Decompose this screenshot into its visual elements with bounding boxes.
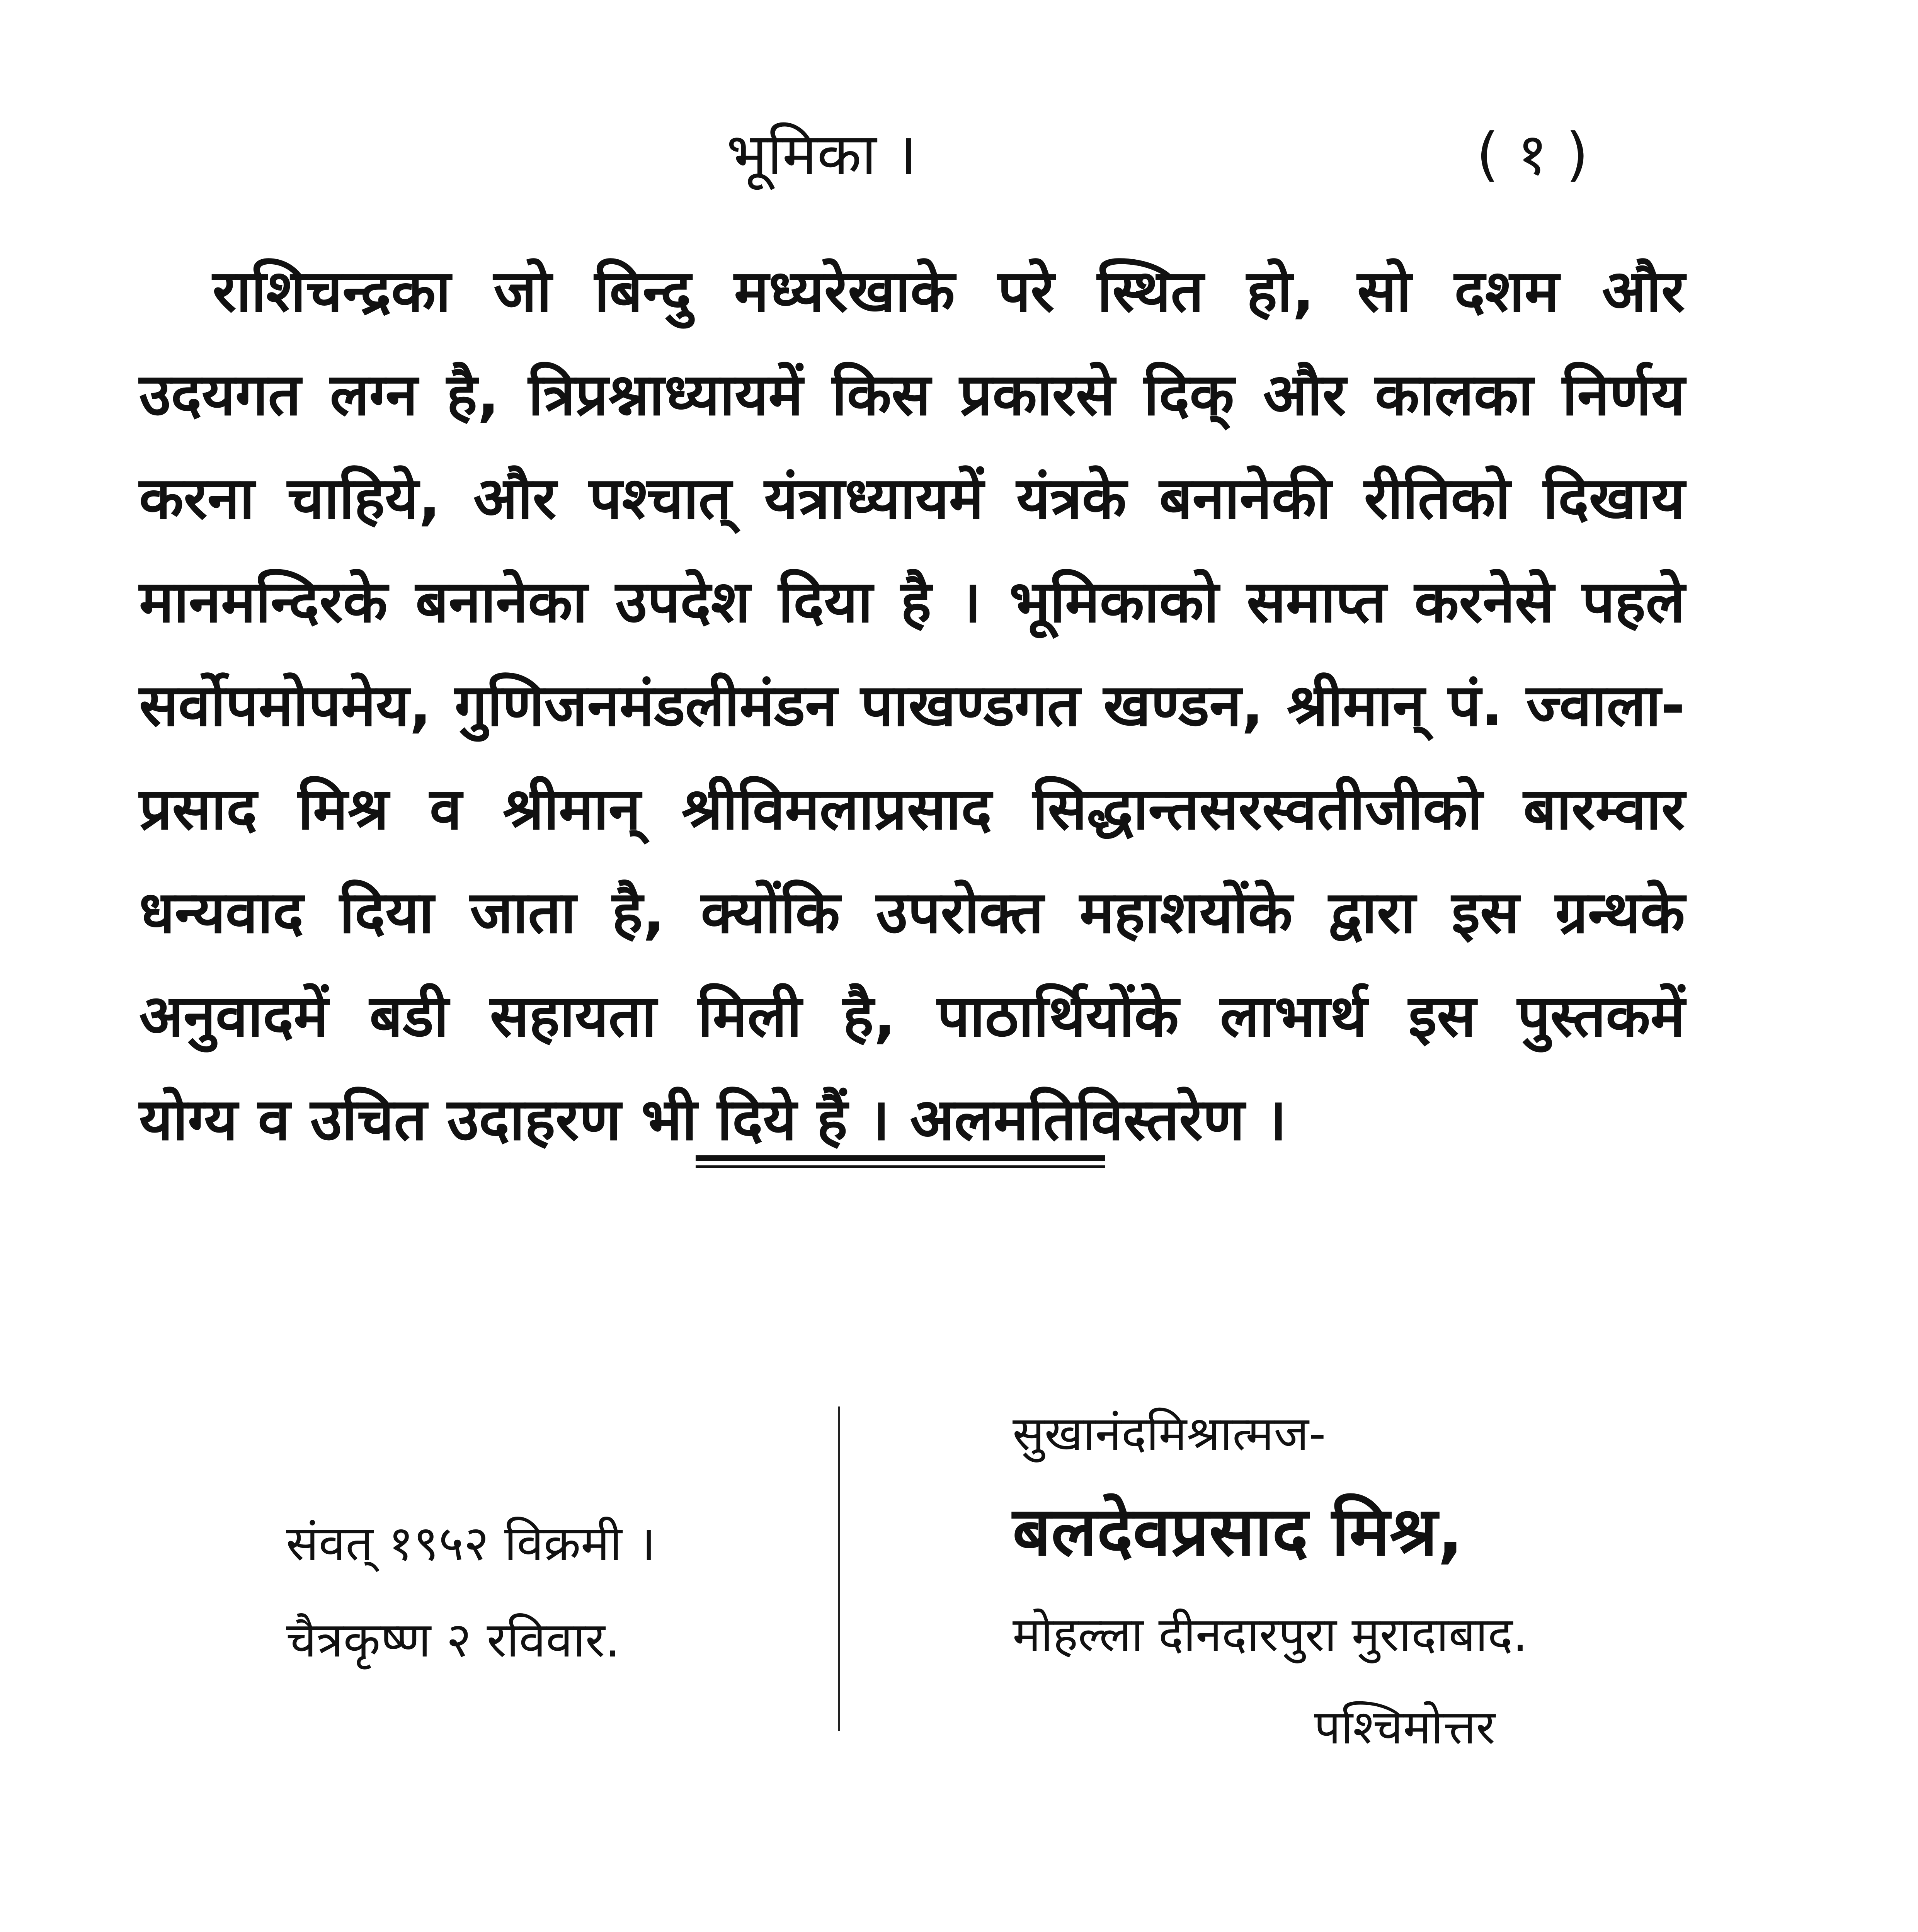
rule-thin xyxy=(696,1165,1105,1168)
vertical-divider xyxy=(838,1406,840,1731)
body-line: योग्य व उचित उदाहरण भी दिये हैं । अलमतिविस्तरेण । xyxy=(139,1086,1287,1153)
body-line: सर्वोपमोपमेय, गुणिजनमंडलीमंडन पाखण्डगत खण्डन, श्रीमान् पं. ज्वाला- xyxy=(139,672,1685,739)
body-line: प्रसाद मिश्र व श्रीमान् श्रीविमलाप्रसाद सिद्धान्तसरस्वतीजीको बारम्वार xyxy=(139,776,1685,843)
body-line: राशिचन्द्रका जो बिन्दु मध्यरेखाके परे स्थित हो, सो दशम और xyxy=(213,258,1685,325)
rule-thick xyxy=(696,1155,1105,1161)
body-line: धन्यवाद दिया जाता है, क्योंकि उपरोक्त महाशयोंके द्वारा इस ग्रन्थके xyxy=(139,879,1685,946)
date-day: चैत्रकृष्ण २ रविवार. xyxy=(286,1612,621,1668)
body-paragraph xyxy=(139,240,1685,1172)
page-number: ( १ ) xyxy=(1476,121,1589,188)
date-samvat: संवत् १९५२ विक्रमी । xyxy=(286,1515,656,1571)
section-divider-rule xyxy=(696,1155,1105,1167)
signature-block xyxy=(1013,1391,1528,1774)
signature-address: मोहल्ला दीनदारपुरा मुरादाबाद. xyxy=(1013,1607,1528,1662)
body-line: अनुवादमें बडी सहायता मिली है, पाठार्थियोंके लाभार्थ इस पुस्तकमें xyxy=(139,983,1685,1050)
signature-region: पश्चिमोत्तर xyxy=(1314,1700,1495,1755)
date-block xyxy=(286,1495,656,1689)
body-line: उदयगत लग्न है, त्रिप्रश्नाध्यायमें किस प्रकारसे दिक् और कालका निर्णय xyxy=(139,361,1685,429)
signature-name: बलदेवप्रसाद मिश्र, xyxy=(1013,1493,1464,1571)
body-line: करना चाहिये, और पश्चात् यंत्राध्यायमें यंत्रके बनानेकी रीतिको दिखाय xyxy=(139,465,1685,532)
signature-lineage: सुखानंदमिश्रात्मज- xyxy=(1013,1406,1326,1461)
running-header: भूमिका । xyxy=(727,121,917,188)
body-line: मानमन्दिरके बनानेका उपदेश दिया है । भूमिकाको समाप्त करनेसे पहले xyxy=(139,568,1685,636)
